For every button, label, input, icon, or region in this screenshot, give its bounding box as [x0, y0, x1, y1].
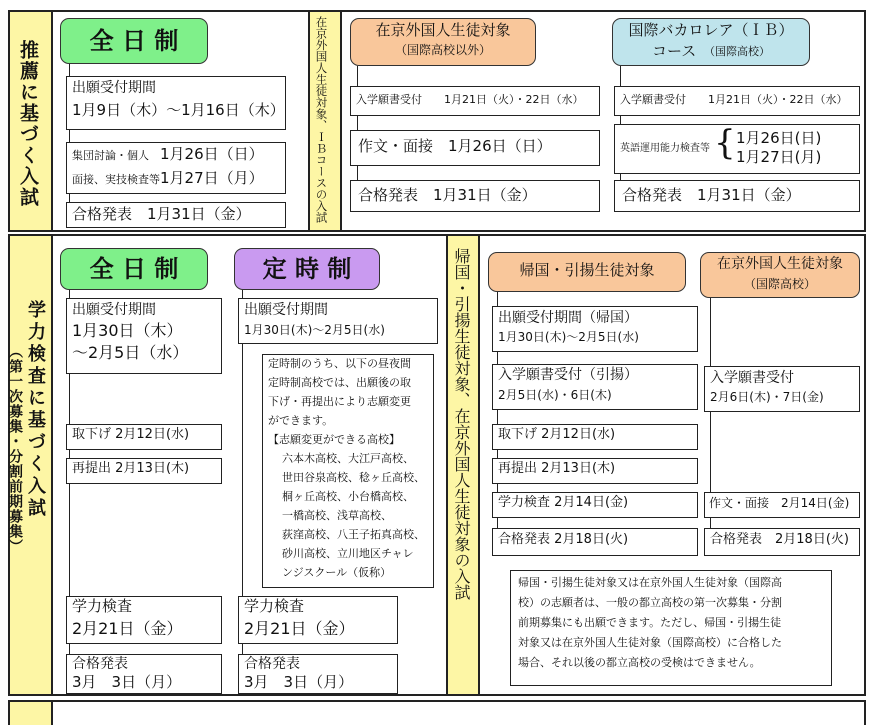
r2-foreign-receipt: 2月6日(木)・7日(金): [710, 390, 824, 404]
r2-fulltime-exam-label: 学力検査: [72, 597, 133, 615]
r2-returnee-receipt-label: 入学願書受付（引揚）: [498, 367, 638, 383]
r1-ib-header-1: 国際バカロレア（ＩＢ）: [628, 21, 794, 39]
r1-ib-receipt: 入学願書受付 1月21日（火）・22日（水）: [620, 93, 848, 106]
r2-returnee-header-text: 帰国・引揚生徒対象: [519, 261, 655, 279]
r2-fulltime-withdraw: 取下げ 2月12日(水): [72, 427, 190, 442]
r1-ib-header-2b: （国際高校）: [704, 45, 770, 58]
r2-parttime-note-11: ンジスクール（仮称）: [282, 566, 392, 579]
r1-ib-english-label: 英語運用能力検査等: [620, 143, 710, 154]
r2-mid-label: 帰国・引揚生徒対象、在京外国人生徒対象の入試: [452, 248, 471, 600]
r1-exam-a-label: 集団討論・個人: [72, 149, 149, 162]
r2-returnee-receipt: 2月5日(水)・6日(木): [498, 388, 612, 402]
row2-side-note: （第一次募集・分割前期募集）: [7, 344, 23, 554]
r2-fulltime-result-date: 3月 3日（月）: [72, 673, 182, 691]
r2-parttime-note-0: 定時制のうち、以下の昼夜間: [268, 357, 411, 370]
r2-parttime-note-2: 下げ・再提出により志願変更: [268, 395, 411, 408]
r2-returnee-withdraw: 取下げ 2月12日(水): [498, 427, 616, 442]
r1-mid-label: 在京外国人生徒対象、ＩＢコースの入試: [314, 16, 329, 223]
r2-parttime-period: 1月30日(木)～2月5日(水): [244, 323, 385, 337]
r2-parttime-note-9: 荻窪高校、八王子拓真高校、: [282, 528, 425, 541]
r2-parttime-note-4: 【志願変更ができる高校】: [268, 433, 400, 446]
r2-parttime-note-3: ができます。: [268, 414, 334, 427]
r1-foreign-result: 合格発表 1月31日（金）: [358, 186, 537, 204]
r1-foreign-header-2: （国際高校以外）: [394, 43, 491, 57]
r2-fulltime-header-text: 全 日 制: [89, 255, 179, 283]
r2-fulltime-exam-date: 2月21日（金）: [72, 619, 183, 638]
r1-exam-b-label: 面接、実技検査等: [72, 173, 160, 186]
r2-parttime-period-label: 出願受付期間: [244, 302, 328, 318]
r1-result: 合格発表 1月31日（金）: [72, 205, 251, 223]
row2-side-label: 学力検査に基づく入試: [25, 300, 46, 520]
row1-side-label: 推薦に基づく入試: [17, 40, 39, 208]
r2-returnee-result: 合格発表 2月18日(火): [498, 532, 629, 547]
r2-bottom-note-2: 前期募集にも出願できます。ただし、帰国・引揚生徒: [518, 616, 782, 629]
r2-parttime-result-label: 合格発表: [244, 656, 300, 672]
r1-exam-b-date: 1月27日（月）: [160, 169, 264, 187]
r2-fulltime-period-2: ～2月5日（水）: [72, 343, 189, 362]
r2-foreign-interview: 作文・面接 2月14日(金): [709, 496, 850, 510]
r2-foreign-header-1: 在京外国人生徒対象: [717, 256, 843, 272]
r1-period: 1月9日（木）～1月16日（木）: [72, 101, 285, 119]
r1-fulltime-header-text: 全 日 制: [89, 27, 179, 55]
r1-ib-english-date-2: 1月27日(月): [736, 148, 822, 166]
r2-parttime-note-10: 砂川高校、立川地区チャレ: [282, 547, 414, 560]
r2-returnee-period: 1月30日(木)～2月5日(水): [498, 330, 639, 344]
r1-foreign-header-1: 在京外国人生徒対象: [375, 21, 511, 39]
r2-fulltime-period-label: 出願受付期間: [72, 302, 156, 318]
r2-parttime-exam-label: 学力検査: [244, 597, 305, 615]
r2-bottom-note-4: 場合、それ以後の都立高校の受検はできません。: [518, 656, 761, 669]
r2-fulltime-period-1: 1月30日（木）: [72, 321, 183, 340]
r2-parttime-note-6: 世田谷泉高校、稔ヶ丘高校、: [282, 471, 425, 484]
r2-bottom-note-3: 対象又は在京外国人生徒対象（国際高校）に合格した: [518, 636, 782, 649]
r1-foreign-receipt: 入学願書受付 1月21日（火）・22日（水）: [356, 93, 584, 106]
r1-foreign-interview: 作文・面接 1月26日（日）: [358, 137, 552, 155]
r2-foreign-header-2: （国際高校）: [743, 277, 816, 291]
r2-parttime-result-date: 3月 3日（月）: [244, 673, 354, 691]
r2-returnee-exam: 学力検査 2月14日(金): [498, 495, 629, 510]
r2-fulltime-resubmit: 再提出 2月13日(木): [72, 461, 190, 476]
r2-bottom-note-0: 帰国・引揚生徒対象又は在京外国人生徒対象（国際高: [518, 576, 782, 589]
r2-returnee-resubmit: 再提出 2月13日(木): [498, 461, 616, 476]
r2-parttime-note-5: 六本木高校、大江戸高校、: [282, 452, 414, 465]
r1-ib-header-2a: コース: [652, 42, 697, 60]
r2-parttime-note-8: 一橋高校、浅草高校、: [282, 509, 392, 522]
r2-parttime-note-7: 桐ヶ丘高校、小台橋高校、: [282, 490, 414, 503]
r2-fulltime-result-label: 合格発表: [72, 656, 128, 672]
r1-ib-english-brace: {: [714, 123, 736, 163]
r2-foreign-result: 合格発表 2月18日(火): [710, 532, 849, 547]
r2-foreign-receipt-label: 入学願書受付: [710, 370, 794, 386]
r1-ib-result: 合格発表 1月31日（金）: [622, 186, 801, 204]
r1-exam-a-date: 1月26日（日）: [160, 145, 264, 163]
r2-parttime-header-text: 定 時 制: [262, 255, 352, 283]
row3-side-cell-partial: [10, 702, 53, 725]
row3-frame-partial: [8, 700, 866, 725]
r2-returnee-period-label: 出願受付期間（帰国）: [498, 310, 638, 326]
r1-ib-english-date-1: 1月26日(日): [736, 129, 822, 147]
r2-parttime-exam-date: 2月21日（金）: [244, 619, 355, 638]
r2-parttime-note-1: 定時制高校では、出願後の取: [268, 376, 411, 389]
r1-period-label: 出願受付期間: [72, 80, 156, 96]
r2-bottom-note-1: 校）の志願者は、一般の都立高校の第一次募集・分割: [518, 596, 782, 609]
